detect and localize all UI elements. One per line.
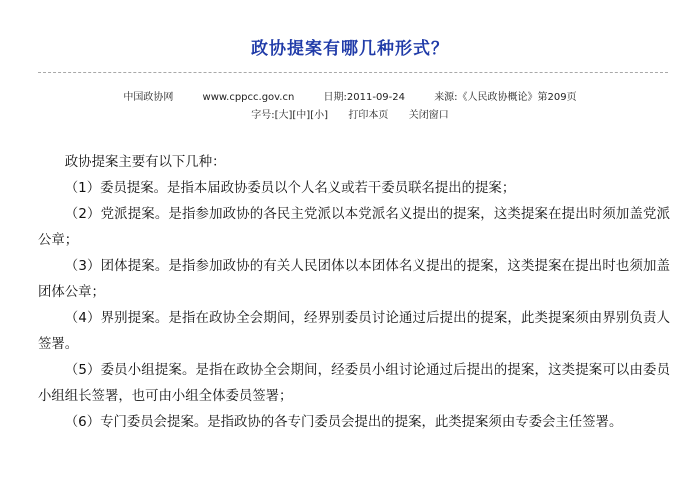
close-window-link[interactable]: 关闭窗口 <box>408 110 449 121</box>
paragraph-item: （6）专门委员会提案。是指政协的各专门委员会提出的提案，此类提案须由专委会主任签署。 <box>64 415 623 430</box>
print-page-link[interactable]: 打印本页 <box>348 110 389 121</box>
font-size-label: 字号: <box>251 110 275 121</box>
meta-date: 日期:2011-09-24 <box>323 92 405 103</box>
article-body <box>38 150 670 436</box>
paragraph-item: （1）委员提案。是指本届政协委员以个人名义或若干委员联名提出的提案； <box>64 181 516 196</box>
font-small-link[interactable]: [小] <box>310 110 329 121</box>
paragraph-item: （2）党派提案。是指参加政协的各民主党派以本党派名义提出的提案，这类提案在提出时须加盖党派公章； <box>38 207 670 248</box>
meta-source: 来源:《人民政协概论》第209页 <box>434 92 577 103</box>
font-medium-link[interactable]: [中] <box>292 110 311 121</box>
paragraph-item: （3）团体提案。是指参加政协的有关人民团体以本团体名义提出的提案，这类提案在提出时也须加盖团体公章； <box>38 259 670 300</box>
title-divider <box>38 72 668 73</box>
paragraph-intro: 政协提案主要有以下几种： <box>64 155 226 170</box>
meta-url: www.cppcc.gov.cn <box>202 92 295 103</box>
meta-site: 中国政协网 <box>123 92 174 103</box>
article-meta <box>0 88 700 103</box>
paragraph-item: （5）委员小组提案。是指在政协全会期间，经委员小组讨论通过后提出的提案，这类提案可以由委员小组组长签署，也可由小组全体委员签署； <box>38 363 670 404</box>
article-tools <box>0 106 700 121</box>
paragraph-item: （4）界别提案。是指在政协全会期间，经界别委员讨论通过后提出的提案，此类提案须由界别负责人签署。 <box>38 311 670 352</box>
article-title: 政协提案有哪几种形式？ <box>251 39 449 59</box>
font-large-link[interactable]: [大] <box>274 110 293 121</box>
